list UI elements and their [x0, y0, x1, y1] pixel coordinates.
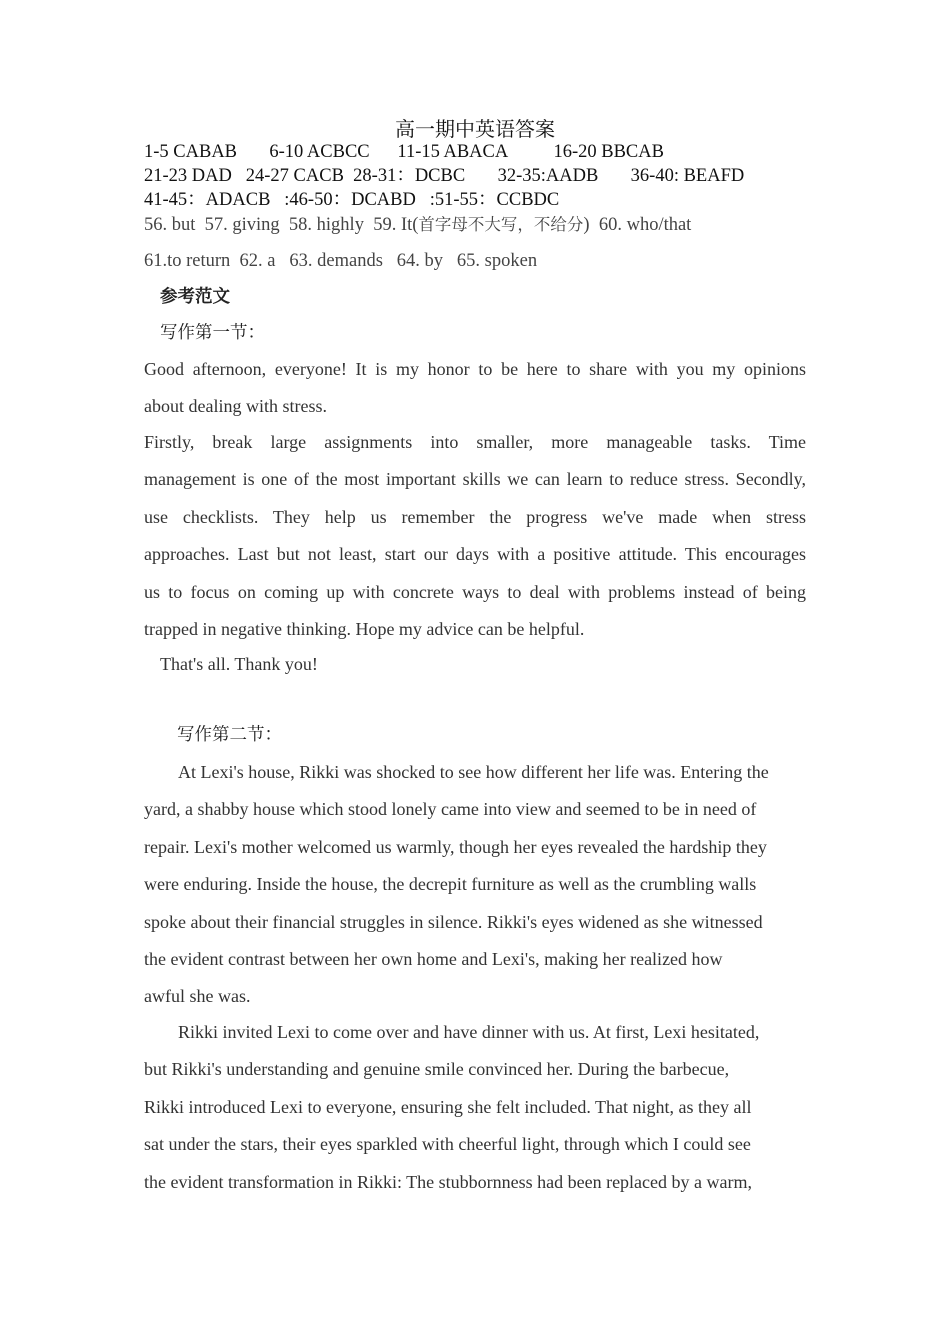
answer-line-1: 1-5 CABAB 6-10 ACBCC 11-15 ABACA 16-20 BBCAB — [144, 142, 664, 162]
section2-paragraph-2 — [144, 1020, 806, 1207]
text-line: Good afternoon, everyone! It is my honor to be here to share with you my opinions — [144, 359, 806, 379]
text-line: trapped in negative thinking. Hope my advice can be helpful. — [144, 618, 585, 639]
answer-line-4 — [144, 213, 691, 237]
text-line: use checklists. They help us remember the progress we've made when stress — [144, 506, 806, 527]
text-line — [144, 760, 806, 797]
text-line: sat under the stars, their eyes sparkled with cheerful light, through which I could see — [144, 1134, 751, 1155]
text-line-content: At Lexi's house, Rikki was shocked to see how different her life was. Entering the — [178, 762, 769, 782]
sample-essay-heading: 参考范文 — [160, 287, 230, 307]
text-line-content: Rikki invited Lexi to come over and have dinner with us. At first, Lexi hesitated, — [178, 1022, 760, 1042]
section1-paragraph-2 — [144, 430, 806, 654]
text-line: management is one of the most important skills we can learn to reduce stress. Secondly, — [144, 469, 806, 490]
text-line: Firstly, break large assignments into smaller, more manageable tasks. Time — [144, 432, 806, 452]
text-line: the evident contrast between her own home and Lexi's, making her realized how — [144, 948, 723, 969]
answer-line-2: 21-23 DAD 24-27 CACB 28-31：DCBC 32-35:AADB 36-40: BEAFD — [144, 166, 745, 186]
section1-paragraph-1 — [144, 357, 806, 432]
section1-closing: That's all. Thank you! — [160, 654, 318, 674]
section2-paragraph-1 — [144, 760, 806, 1022]
answer-line-4-start: 56. but 57. giving 58. highly 59. It( — [144, 215, 419, 235]
text-line: about dealing with stress. — [144, 396, 327, 417]
writing-section-1-heading: 写作第一节： — [160, 323, 265, 343]
text-line: approaches. Last but not least, start our days with a positive attitude. This encourages — [144, 544, 806, 565]
text-line: repair. Lexi's mother welcomed us warmly, though her eyes revealed the hardship they — [144, 836, 767, 857]
text-line: the evident transformation in Rikki: The stubbornness had been replaced by a warm, — [144, 1171, 753, 1192]
writing-section-2-heading: 写作第二节： — [177, 725, 282, 745]
text-line: awful she was. — [144, 986, 251, 1007]
text-line: were enduring. Inside the house, the decrepit furniture as well as the crumbling walls — [144, 874, 757, 895]
text-line — [144, 1020, 806, 1057]
document-title: 高一期中英语答案 — [395, 117, 555, 141]
text-line: spoke about their financial struggles in silence. Rikki's eyes widened as she witnessed — [144, 911, 763, 932]
text-line: but Rikki's understanding and genuine smile convinced her. During the barbecue, — [144, 1059, 730, 1080]
text-line: yard, a shabby house which stood lonely came into view and seemed to be in need of — [144, 799, 757, 820]
text-line: us to focus on coming up with concrete ways to deal with problems instead of being — [144, 581, 806, 602]
answer-line-4-note: 首字母不大写，不给分 — [418, 215, 584, 234]
answer-line-4-end: ) 60. who/that — [583, 215, 692, 235]
text-line: Rikki introduced Lexi to everyone, ensuring she felt included. That night, as they all — [144, 1096, 752, 1117]
answer-line-3: 41-45：ADACB :46-50：DCABD :51-55：CCBDC — [144, 190, 560, 210]
answer-line-5: 61.to return 62. a 63. demands 64. by 65. spoken — [144, 251, 538, 271]
